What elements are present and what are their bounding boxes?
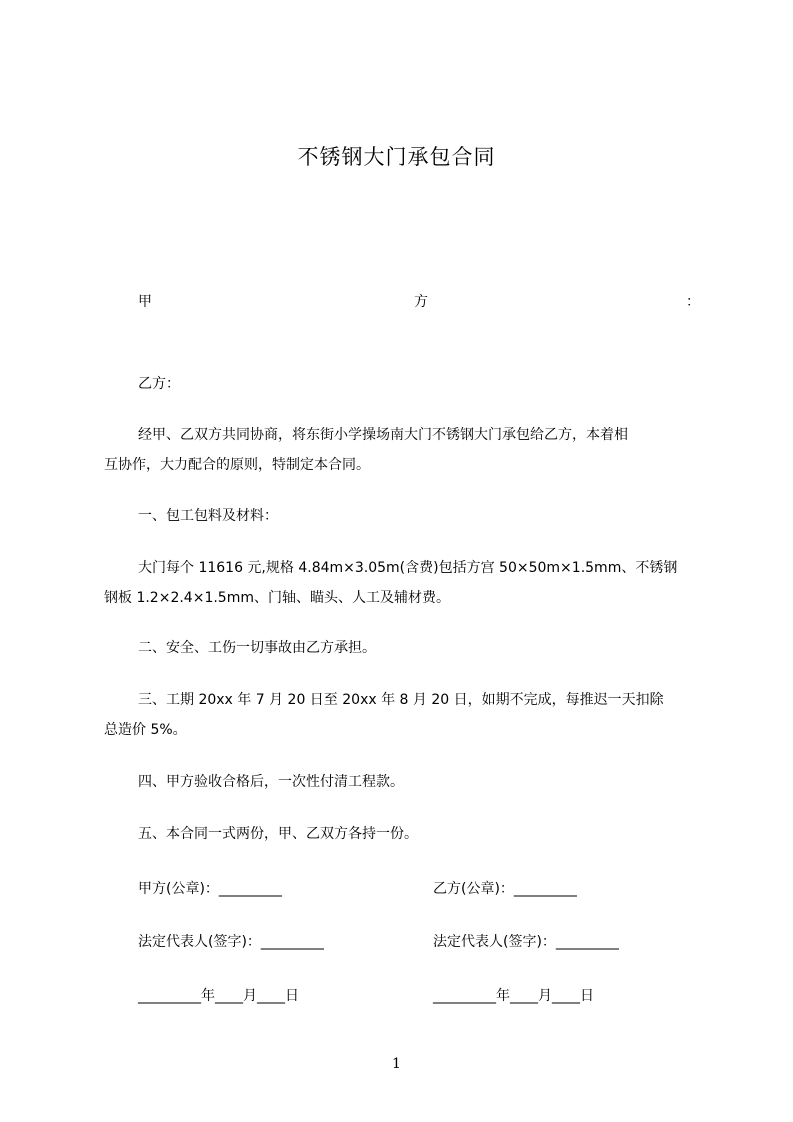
party-a-date-field: _________年____月____日 (138, 988, 299, 1004)
party-b-seal-field: 乙方(公章)：_________ (433, 881, 577, 897)
intro-line-1: 经甲、乙双方共同协商，将东街小学操场南大门不锈钢大门承包给乙方，本着相 (138, 427, 628, 443)
party-b-line: 乙方： (138, 376, 180, 392)
party-a-line (138, 291, 700, 311)
page-title: 不锈钢大门承包合同 (297, 145, 496, 169)
clause-3-line-2: 总造价 5%。 (104, 722, 187, 738)
clause-4: 四、甲方验收合格后，一次性付清工程款。 (138, 774, 404, 790)
party-b-date-field: _________年____月____日 (433, 988, 594, 1004)
clause-1-heading: 一、包工包料及材料： (138, 508, 278, 524)
clause-3-line-1: 三、工期 20xx 年 7 月 20 日至 20xx 年 8 月 20 日，如期不完成，每推迟一天扣除 (138, 692, 664, 708)
party-b-rep-field: 法定代表人(签字)：_________ (433, 934, 619, 950)
party-a-char1: 甲 (138, 294, 152, 310)
clause-1-line-2: 钢板 1.2×2.4×1.5mm、门轴、瞄头、人工及辅材费。 (104, 590, 450, 606)
party-a-rep-field: 法定代表人(签字)：_________ (138, 934, 324, 950)
clause-1-body (104, 553, 716, 613)
party-a-colon: ： (686, 294, 700, 310)
clause-5: 五、本合同一式两份，甲、乙双方各持一份。 (138, 826, 418, 842)
party-a-seal-field: 甲方(公章)：_________ (138, 881, 282, 897)
clause-1-line-1: 大门每个 11616 元,规格 4.84m×3.05m(含费)包括方宫 50×50m×1.5mm、不锈钢 (138, 560, 678, 576)
party-a-char2: 方 (414, 294, 428, 310)
intro-line-2: 互协作，大力配合的原则，特制定本合同。 (104, 457, 370, 473)
clause-2: 二、安全、工伤一切事故由乙方承担。 (138, 640, 376, 656)
clause-3 (104, 685, 716, 745)
page-number: 1 (392, 1056, 401, 1072)
intro-paragraph (104, 420, 716, 480)
